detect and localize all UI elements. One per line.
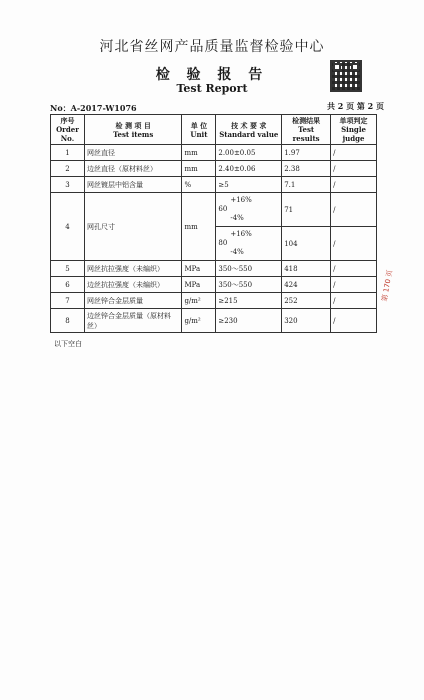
tolerance-plus: +16% [230,196,252,204]
header-judge: 单项判定 Single judge [331,115,377,145]
row-unit: mm [182,145,216,161]
row-standard: ≥215 [216,293,282,309]
row-result: 320 [282,309,331,333]
row-standard: ≥5 [216,177,282,193]
row-item: 边丝直径（原材料丝） [84,161,182,177]
table-row [51,177,377,193]
table-header-row [51,115,377,145]
row-judge: / [331,227,377,261]
table-row [51,293,377,309]
row-judge: / [331,161,377,177]
row-result: 418 [282,261,331,277]
row-unit: g/m² [182,309,216,333]
row-unit: g/m² [182,293,216,309]
table-row [51,161,377,177]
row-standard: 2.00±0.05 [216,145,282,161]
row-unit: MPa [182,261,216,277]
table-row [51,277,377,293]
row-item: 网丝抗拉强度（未编织） [84,261,182,277]
header-result: 检测结果 Test results [282,115,331,145]
row-judge: / [331,293,377,309]
row-judge: / [331,261,377,277]
row-result: 424 [282,277,331,293]
row-result: 252 [282,293,331,309]
tolerance-minus: -4% [230,214,244,222]
header-order: 序号 Order No. [51,115,85,145]
row-item: 边丝抗拉强度（未编织） [84,277,182,293]
row-item: 网丝直径 [84,145,182,161]
report-title-chinese: 检 验 报 告 [155,67,269,83]
row-item: 网孔尺寸 [84,193,182,261]
row-order: 7 [51,293,85,309]
row-result: 104 [282,227,331,261]
row-result: 7.1 [282,177,331,193]
header-unit: 单 位 Unit [182,115,216,145]
row-judge: / [331,277,377,293]
row-unit: mm [182,193,216,261]
row-standard: 350～550 [216,277,282,293]
row-standard: 2.40±0.06 [216,161,282,177]
row-judge: / [331,177,377,193]
row-standard: ≥230 [216,309,282,333]
tolerance-minus: -4% [230,248,244,256]
row-item: 边丝锌合金层质量（原材料丝） [84,309,182,333]
table-row [51,309,377,333]
header-standard: 技 术 要 求 Standard value [216,115,282,145]
row-order: 5 [51,261,85,277]
row-result: 71 [282,193,331,227]
row-unit: MPa [182,277,216,293]
row-order: 1 [51,145,85,161]
handwritten-page-mark: 第 170 页 [380,269,395,303]
row-order: 2 [51,161,85,177]
row-standard [216,193,282,227]
blank-below-note: 以下空白 [54,340,82,348]
table-row [51,261,377,277]
row-judge: / [331,193,377,227]
row-judge: / [331,309,377,333]
report-title-english: Test Report [176,82,248,95]
row-item: 网丝镀层中铝含量 [84,177,182,193]
row-standard [216,227,282,261]
header-item: 检 测 项 目 Test items [84,115,182,145]
row-order: 4 [51,193,85,261]
nominal-size: 60 [218,205,228,213]
page-number: 共 2 页 第 2 页 [326,101,384,111]
row-result: 2.38 [282,161,331,177]
row-standard: 350～550 [216,261,282,277]
row-order: 3 [51,177,85,193]
row-item: 网丝锌合金层质量 [84,293,182,309]
row-unit: % [182,177,216,193]
table-row [51,145,377,161]
tolerance-plus: +16% [230,230,252,238]
row-unit: mm [182,161,216,177]
nominal-size: 80 [218,239,228,247]
qr-code-icon [330,60,362,92]
report-number: No：A-2017-W1076 [50,103,137,113]
row-judge: / [331,145,377,161]
row-order: 8 [51,309,85,333]
table-row-mesh-a [51,193,377,227]
row-result: 1.97 [282,145,331,161]
organization-title: 河北省丝网产品质量监督检验中心 [99,39,325,55]
results-table [50,114,377,333]
row-order: 6 [51,277,85,293]
